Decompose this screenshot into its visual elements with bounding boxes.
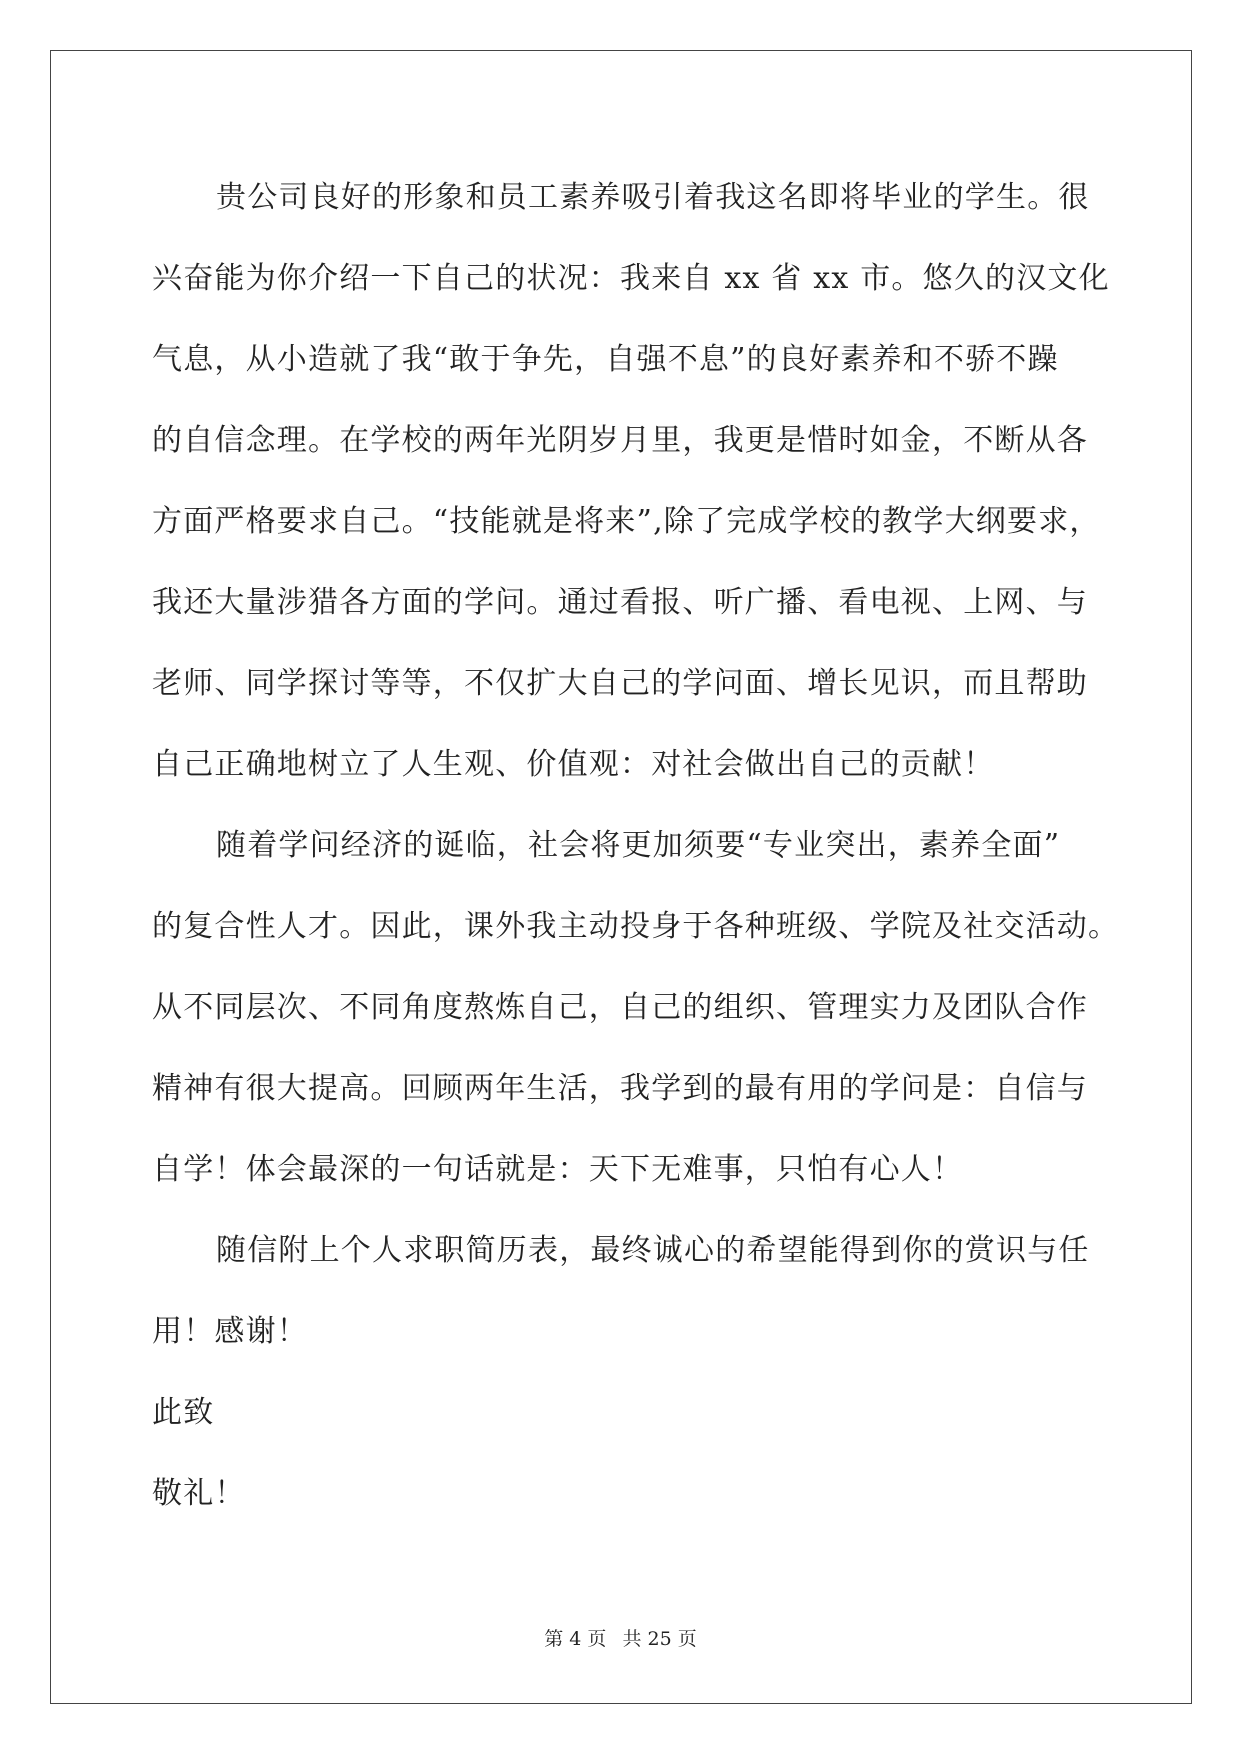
letter-body [152, 157, 1120, 1534]
paragraph-1-line-4: 的自信念理。在学校的两年光阴岁月里，我更是惜时如金，不断从各 [152, 423, 1088, 458]
paragraph-2-line-5: 自学！体会最深的一句话就是：天下无难事，只怕有心人！ [152, 1152, 964, 1187]
paragraph-2-line-2: 的复合性人才。因此，课外我主动投身于各种班级、学院及社交活动。 [152, 909, 1120, 944]
paragraph-1-line-2: 兴奋能为你介绍一下自己的状况：我来自 xx 省 xx 市。悠久的汉文化 [152, 261, 1110, 296]
paragraph-1-line-7: 老师、同学探讨等等，不仅扩大自己的学问面、增长见识，而且帮助 [152, 666, 1088, 701]
paragraph-3-line-1: 随信附上个人求职简历表，最终诚心的希望能得到你的赏识与任 [216, 1233, 1090, 1268]
paragraph-1-line-5: 方面严格要求自己。“技能就是将来”,除了完成学校的教学大纲要求， [152, 504, 1101, 539]
paragraph-2-line-1: 随着学问经济的诞临，社会将更加须要“专业突出，素养全面” [216, 828, 1061, 863]
current-page-number: 第 4 页 [544, 1628, 607, 1650]
paragraph-1-line-3: 气息，从小造就了我“敢于争先，自强不息”的良好素养和不骄不躁 [152, 342, 1059, 377]
paragraph-2-line-4: 精神有很大提高。回顾两年生活，我学到的最有用的学问是：自信与 [152, 1071, 1088, 1106]
page-footer [0, 1624, 1241, 1651]
closing-regards: 敬礼！ [152, 1476, 246, 1511]
paragraph-3-line-2: 用！感谢！ [152, 1314, 308, 1349]
paragraph-1-line-8: 自己正确地树立了人生观、价值观：对社会做出自己的贡献！ [152, 747, 995, 782]
total-page-count: 共 25 页 [622, 1628, 697, 1650]
paragraph-2-line-3: 从不同层次、不同角度熬炼自己，自己的组织、管理实力及团队合作 [152, 990, 1088, 1025]
paragraph-1-line-1: 贵公司良好的形象和员工素养吸引着我这名即将毕业的学生。很 [216, 180, 1090, 215]
paragraph-1-line-6: 我还大量涉猎各方面的学问。通过看报、听广播、看电视、上网、与 [152, 585, 1088, 620]
closing-salutation: 此致 [152, 1395, 215, 1430]
